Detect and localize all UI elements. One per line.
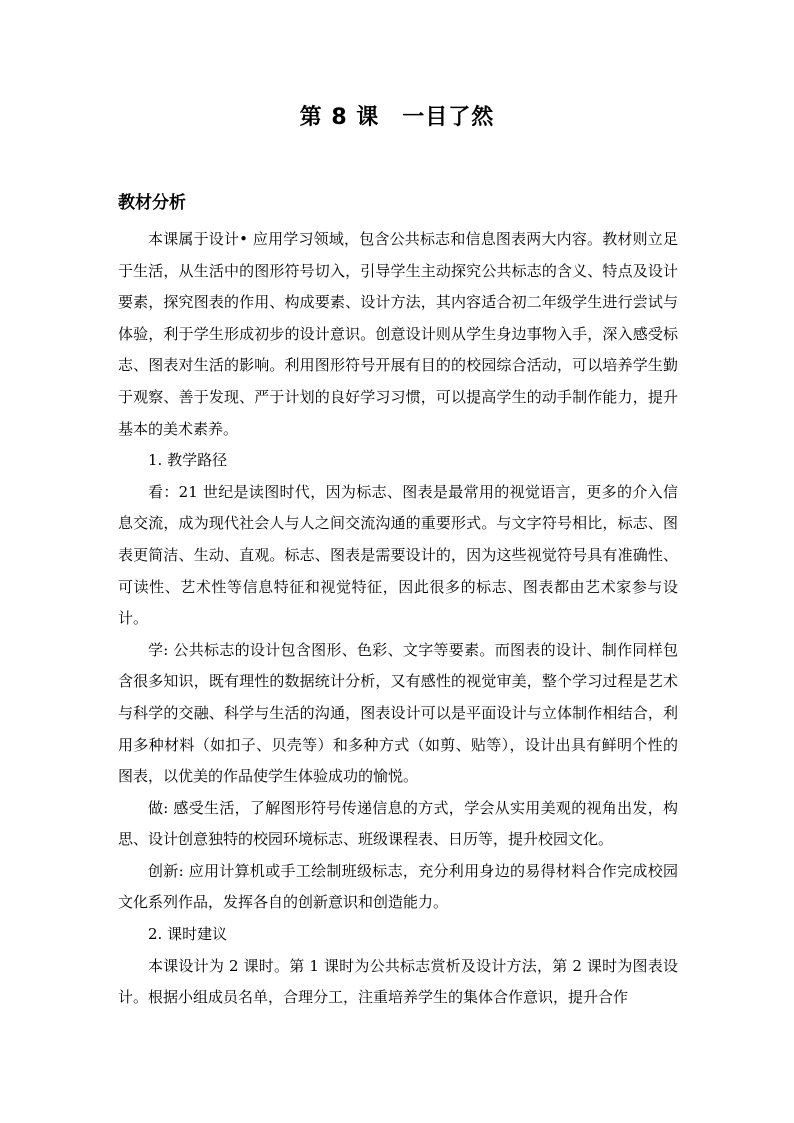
section-heading: 教材分析 — [118, 193, 186, 213]
paragraph-teaching-path-heading: 1. 教学路径 — [148, 451, 228, 470]
paragraph-class-hours-heading: 2. 课时建议 — [148, 925, 228, 944]
paragraph-innovate: 创新: 应用计算机或手工绘制班级标志，充分利用身边的易得材料合作完成校园文化系列作品，发挥各自的创新意识和创造能力。 — [118, 861, 678, 912]
paragraph-learn: 学: 公共标志的设计包含图形、色彩、文字等要素。而图表的设计、制作同样包含很多知识，既有理性的数据统计分析，又有感性的视觉审美，整个学习过程是艺术与科学的交融、科学与生活的沟通，图表设计可以是平面设计与立体制作相结合，利用多种材料（如扣子、贝壳等）和多种方式（如剪、贴等），设计出具有鲜明个性的图表，以优美的作品使学生体验成功的愉悦。 — [118, 640, 678, 786]
paragraph-intro: 本课属于设计• 应用学习领域，包含公共标志和信息图表两大内容。教材则立足于生活，从生活中的图形符号切入，引导学生主动探究公共标志的含义、特点及设计要素，探究图表的作用、构成要素、设计方法，其内容适合初二年级学生进行尝试与体验，利于学生形成初步的设计意识。创意设计则从学生身边事物入手，深入感受标志、图表对生活的影响。利用图形符号开展有目的的校园综合活动，可以培养学生勤于观察、善于发现、严于计划的良好学习习惯，可以提高学生的动手制作能力，提升基本的美术素养。 — [118, 230, 678, 438]
paragraph-class-hours: 本课设计为 2 课时。第 1 课时为公共标志赏析及设计方法，第 2 课时为图表设计。根据小组成员名单，合理分工，注重培养学生的集体合作意识，提升合作 — [118, 956, 678, 1007]
page-title: 第 8 课 一目了然 — [299, 105, 495, 130]
paragraph-do: 做: 感受生活，了解图形符号传递信息的方式，学会从实用美观的视角出发，构思、设计创意独特的校园环境标志、班级课程表、日历等，提升校园文化。 — [118, 798, 678, 849]
paragraph-look: 看：21 世纪是读图时代，因为标志、图表是最常用的视觉语言，更多的介入信息交流，成为现代社会人与人之间交流沟通的重要形式。与文字符号相比，标志、图表更简洁、生动、直观。标志、图表是需要设计的，因为这些视觉符号具有准确性、可读性、艺术性等信息特征和视觉特征，因此很多的标志、图表都由艺术家参与设计。 — [118, 482, 678, 628]
body-text — [118, 224, 678, 1014]
